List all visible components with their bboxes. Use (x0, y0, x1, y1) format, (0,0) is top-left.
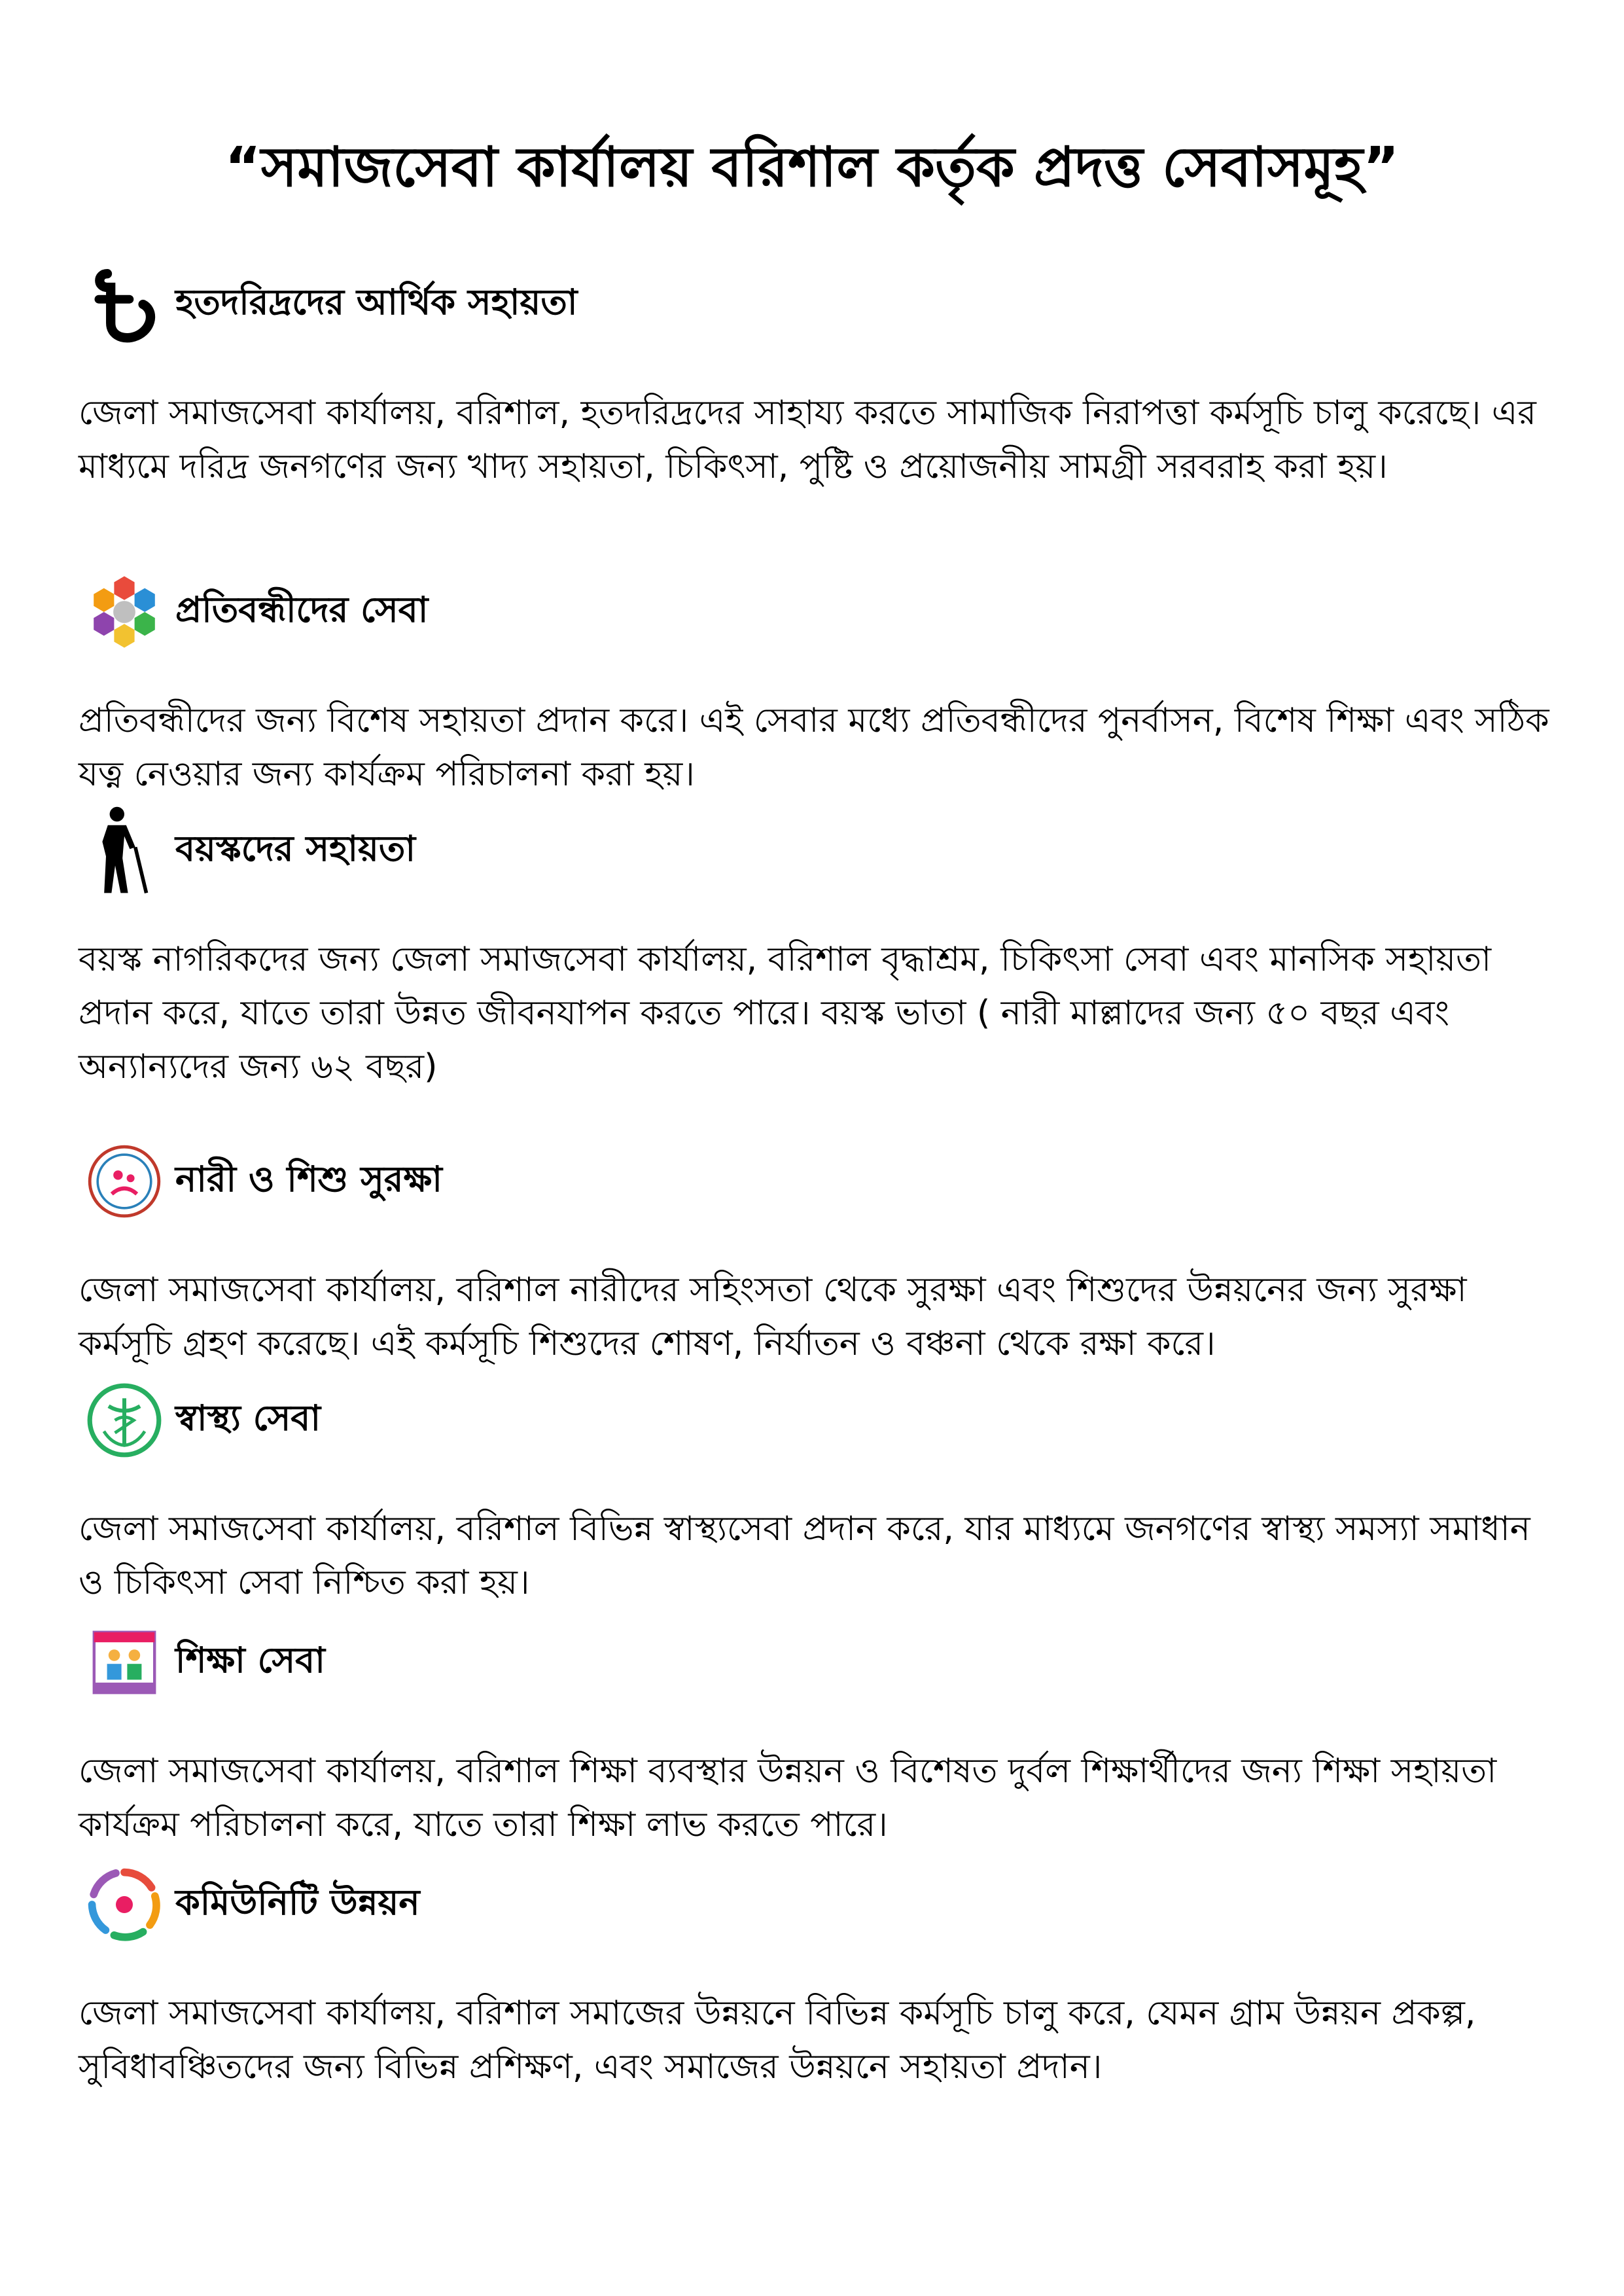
taka-icon (79, 259, 170, 350)
section-body: প্রতিবন্ধীদের জন্য বিশেষ সহায়তা প্রদান করে। এই সেবার মধ্যে প্রতিবন্ধীদের পুনর্বাসন, বিশেষ শিক্ষা এবং সঠিক যত্ন নেওয়ার জন্য কার্যক্রম পরিচালনা করা হয়। (79, 701, 1549, 794)
section-financial-aid (79, 255, 1551, 493)
section-heading-text: প্রতিবন্ধীদের সেবা (175, 589, 429, 630)
section-women-child-protection (79, 1132, 1551, 1371)
section-heading (79, 255, 1551, 353)
disability-services-icon (79, 566, 170, 658)
section-heading (79, 1856, 1551, 1954)
section-body: জেলা সমাজসেবা কার্যালয়, বরিশাল বিভিন্ন স্বাস্থ্যসেবা প্রদান করে, যার মাধ্যমে জনগণের স্বাস্থ্য সমস্যা সমাধান ও চিকিৎসা সেবা নিশ্চিত করা হয়। (79, 1509, 1530, 1602)
section-body: জেলা সমাজসেবা কার্যালয়, বরিশাল শিক্ষা ব্যবস্থার উন্নয়ন ও বিশেষত দুর্বল শিক্ষার্থীদের জন্য শিক্ষা সহায়তা কার্যক্রম পরিচালনা করে, যাতে তারা শিক্ষা লাভ করতে পারে। (79, 1751, 1497, 1844)
section-body: জেলা সমাজসেবা কার্যালয়, বরিশাল নারীদের সহিংসতা থেকে সুরক্ষা এবং শিশুদের উন্নয়নের জন্য সুরক্ষা কর্মসূচি গ্রহণ করেছে। এই কর্মসূচি শিশুদের শোষণ, নির্যাতন ও বঞ্চনা থেকে রক্ষা করে। (79, 1270, 1467, 1363)
elderly-person-icon (79, 805, 170, 897)
section-heading-text: বয়স্কদের সহায়তা (175, 828, 416, 869)
section-heading (79, 1132, 1551, 1230)
health-caduceus-icon (79, 1374, 170, 1466)
section-body: জেলা সমাজসেবা কার্যালয়, বরিশাল সমাজের উন্নয়নে বিভিন্ন কর্মসূচি চালু করে, যেমন গ্রাম উন্নয়ন প্রকল্প, সুবিধাবঞ্চিতদের জন্য বিভিন্ন প্রশিক্ষণ, এবং সমাজের উন্নয়নে সহায়তা প্রদান। (79, 1994, 1476, 2087)
page-title: “সমাজসেবা কার্যালয় বরিশাল কর্তৃক প্রদত্ত সেবাসমূহ” (224, 135, 1400, 199)
women-child-protection-icon (79, 1136, 170, 1227)
section-elderly-support (79, 802, 1551, 1094)
section-body: জেলা সমাজসেবা কার্যালয়, বরিশাল, হতদরিদ্রদের সাহায্য করতে সামাজিক নিরাপত্তা কর্মসূচি চালু করেছে। এর মাধ্যমে দরিদ্র জনগণের জন্য খাদ্য সহায়তা, চিকিৎসা, পুষ্টি ও প্রয়োজনীয় সামগ্রী সরবরাহ করা হয়। (79, 393, 1536, 486)
section-heading-text: হতদরিদ্রদের আর্থিক সহায়তা (175, 281, 578, 323)
section-heading (79, 1371, 1551, 1469)
section-community-development (79, 1856, 1551, 2094)
section-heading-text: স্বাস্থ্য সেবা (175, 1397, 321, 1439)
community-circle-icon (79, 1859, 170, 1950)
education-children-icon (79, 1617, 170, 1708)
section-education-services (79, 1613, 1551, 1852)
section-heading-text: নারী ও শিশু সুরক্ষা (175, 1158, 442, 1200)
section-heading (79, 563, 1551, 661)
section-heading (79, 1613, 1551, 1712)
section-health-services (79, 1371, 1551, 1609)
section-heading-text: শিক্ষা সেবা (175, 1640, 325, 1681)
section-disability-services (79, 563, 1551, 801)
section-heading (79, 802, 1551, 900)
section-body: বয়স্ক নাগরিকদের জন্য জেলা সমাজসেবা কার্যালয়, বরিশাল বৃদ্ধাশ্রম, চিকিৎসা সেবা এবং মানসিক সহায়তা প্রদান করে, যাতে তারা উন্নত জীবনযাপন করতে পারে। বয়স্ক ভাতা ( নারী মাল্লাদের জন্য ৫০ বছর এবং অন্যান্যদের জন্য ৬২ বছর) (79, 940, 1492, 1086)
section-heading-text: কমিউনিটি উন্নয়ন (175, 1882, 420, 1923)
